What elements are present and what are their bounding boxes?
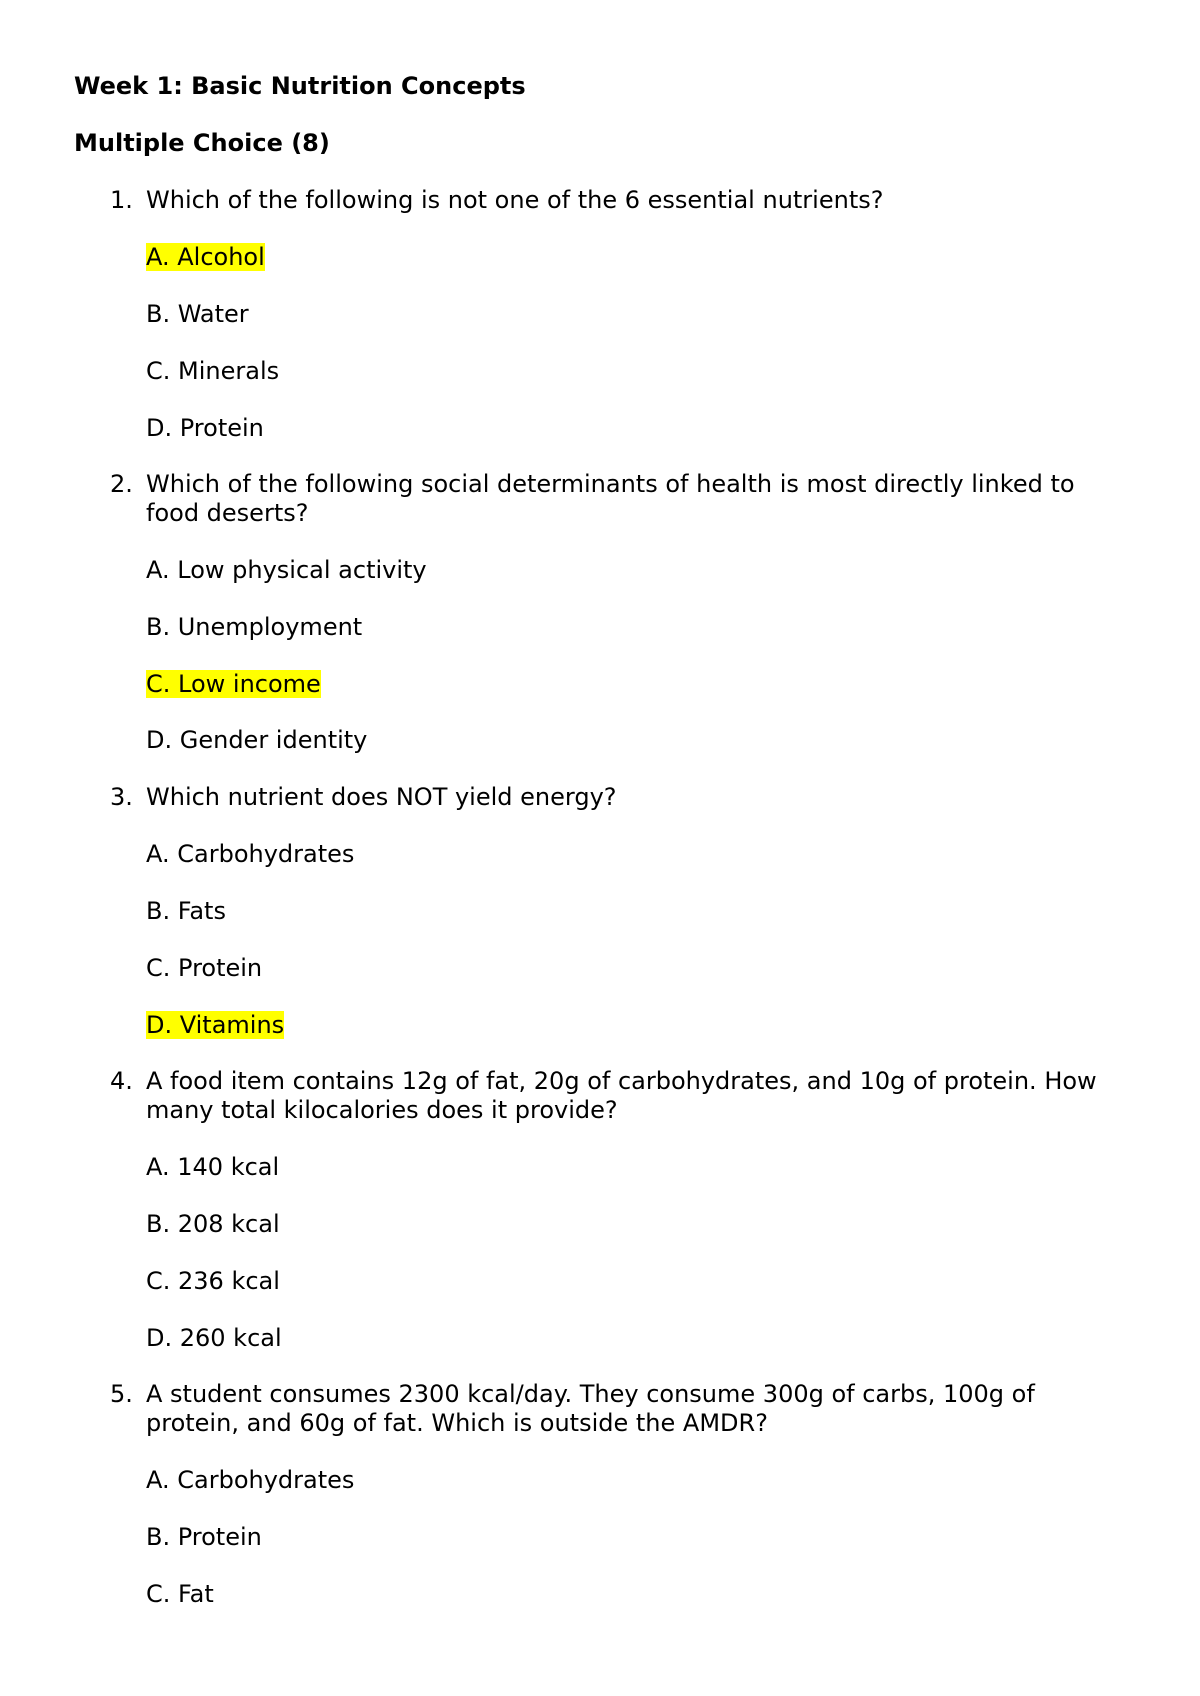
question-text: Which of the following is not one of the 6 essential nutrients? bbox=[146, 186, 884, 214]
question-text: Which nutrient does NOT yield energy? bbox=[146, 783, 617, 811]
highlighted-answer: C. Low income bbox=[146, 670, 321, 698]
answer-option: C. Protein bbox=[146, 954, 263, 982]
answer-option: B. Unemployment bbox=[146, 613, 363, 641]
answer-option: D. 260 kcal bbox=[146, 1324, 282, 1352]
answer-option: A. Low physical activity bbox=[146, 556, 427, 584]
question-text: A student consumes 2300 kcal/day. They consume 300g of carbs, 100g of protein, and 60g of fat. Which is outside the AMDR? bbox=[146, 1380, 1035, 1437]
answer-option: A. Carbohydrates bbox=[146, 840, 355, 868]
question-text: Which of the following social determinants of health is most directly linked to food deserts? bbox=[146, 470, 1075, 527]
answer-option: D. Gender identity bbox=[146, 726, 368, 754]
highlighted-answer: D. Vitamins bbox=[146, 1011, 285, 1039]
answer-option: D. Protein bbox=[146, 414, 264, 442]
answer-option bbox=[146, 1011, 284, 1040]
question-text: A food item contains 12g of fat, 20g of carbohydrates, and 10g of protein. How many total kilocalories does it provide? bbox=[146, 1067, 1097, 1124]
answer-option: A. 140 kcal bbox=[146, 1153, 280, 1181]
answer-option: B. Water bbox=[146, 300, 249, 328]
answer-option: C. Fat bbox=[146, 1580, 214, 1608]
answer-option: B. Protein bbox=[146, 1523, 262, 1551]
answer-option: B. Fats bbox=[146, 897, 226, 925]
section-heading: Multiple Choice (8) bbox=[74, 129, 330, 157]
question-number: 1. bbox=[110, 186, 133, 214]
answer-option bbox=[146, 670, 321, 699]
question-number: 4. bbox=[110, 1067, 133, 1095]
question-number: 3. bbox=[110, 783, 133, 811]
answer-option: A. Carbohydrates bbox=[146, 1466, 355, 1494]
question-number: 5. bbox=[110, 1380, 133, 1408]
highlighted-answer: A. Alcohol bbox=[146, 243, 265, 271]
answer-option bbox=[146, 243, 265, 272]
answer-option: C. Minerals bbox=[146, 357, 280, 385]
answer-option: B. 208 kcal bbox=[146, 1210, 280, 1238]
answer-option: C. 236 kcal bbox=[146, 1267, 280, 1295]
question-number: 2. bbox=[110, 470, 133, 498]
document-title: Week 1: Basic Nutrition Concepts bbox=[74, 72, 526, 100]
